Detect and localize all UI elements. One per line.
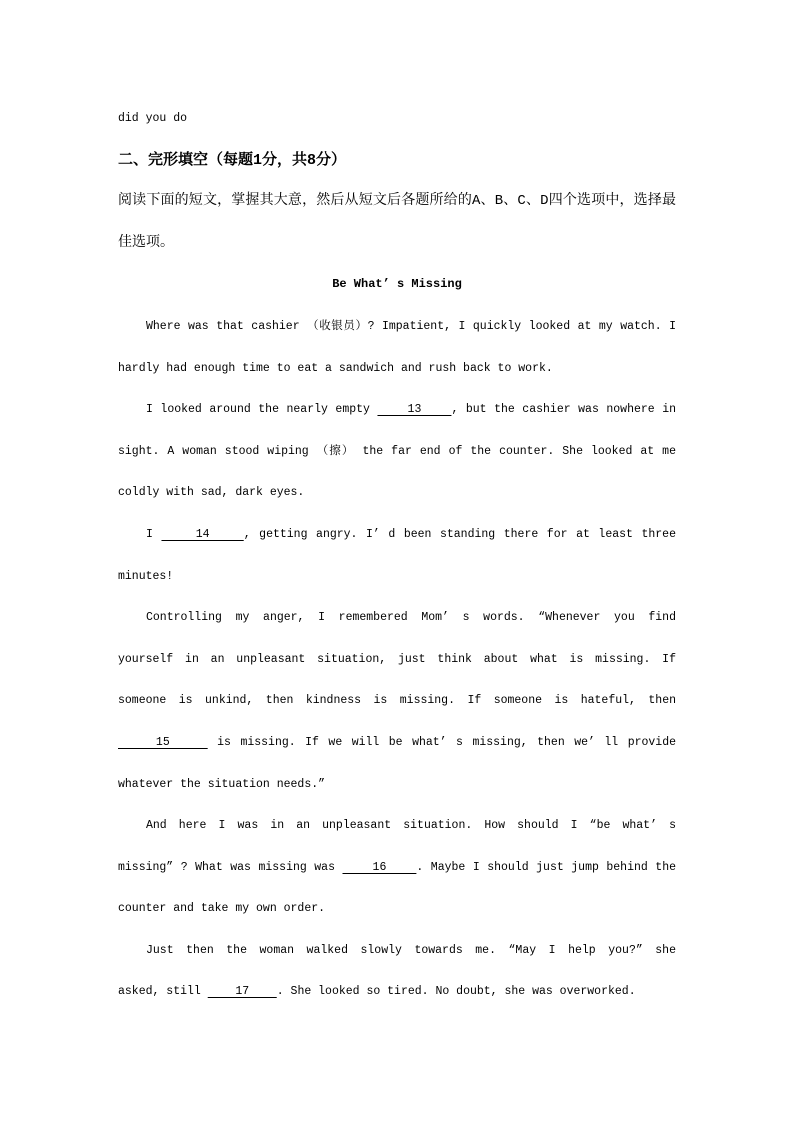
paragraph-4-line-2 [118, 639, 676, 681]
text-run: whatever the situation needs.” [118, 777, 326, 791]
paragraph-2 [118, 389, 676, 514]
blank-17: 17 [207, 985, 277, 999]
section-heading-line-1 [118, 140, 676, 182]
paragraph-4-line-1 [118, 597, 676, 639]
text-run: missing” ? What was missing was [118, 860, 343, 874]
paragraph-6-line-1 [118, 930, 676, 972]
paragraph-2-line-1 [118, 389, 676, 431]
text-run: , getting angry. I’ d been standing there for at least three [243, 527, 676, 541]
paragraph-3-line-2 [118, 556, 676, 598]
text-run: Be What’ s Missing [332, 277, 462, 292]
text-run: . Maybe I should just jump behind the [416, 860, 676, 874]
paragraph-3 [118, 514, 676, 597]
instructions [118, 181, 676, 264]
text-run: hardly had enough time to eat a sandwich and rush back to work. [118, 361, 553, 375]
text-run: Where was that cashier （收银员）? Impatient, I quickly looked at my watch. I [146, 319, 676, 333]
text-run: did you do [118, 112, 188, 125]
instructions-line-1 [118, 181, 676, 223]
paragraph-4-line-5 [118, 764, 676, 806]
paragraph-5 [118, 805, 676, 930]
paragraph-4 [118, 597, 676, 805]
paragraph-5-line-3 [118, 888, 676, 930]
paragraph-1 [118, 306, 676, 389]
text-run: yourself in an unpleasant situation, just think about what is missing. If [118, 652, 676, 666]
leading-text [118, 98, 676, 140]
text-run: asked, still [118, 985, 208, 999]
text-run: someone is unkind, then kindness is missing. If someone is hateful, then [118, 694, 676, 708]
section-heading [118, 140, 676, 182]
paragraph-3-line-1 [118, 514, 676, 556]
leading-text-line-1 [118, 98, 676, 140]
text-run: And here I was in an unpleasant situation. How should I “be what’ s [146, 819, 676, 833]
paragraph-1-line-2 [118, 348, 676, 390]
text-run: , but the cashier was nowhere in [451, 403, 676, 417]
text-run: is missing. If we will be what’ s missing, then we’ ll provide [207, 735, 676, 749]
blank-14: 14 [161, 527, 244, 541]
instructions-line-2 [118, 223, 676, 265]
blank-13: 13 [377, 403, 452, 417]
text-run: Controlling my anger, I remembered Mom’ s words. “Whenever you find [146, 611, 676, 625]
text-run: . She looked so tired. No doubt, she was overworked. [276, 985, 636, 999]
text-run: I [146, 527, 162, 541]
paragraph-4-line-4 [118, 722, 676, 764]
passage-title-line-1 [118, 264, 676, 306]
text-run: 二、完形填空（每题1分，共8分） [118, 151, 347, 169]
blank-15: 15 [118, 735, 208, 749]
paragraph-6-line-2 [118, 971, 676, 1013]
text-run: Just then the woman walked slowly towards me. “May I help you?” she [146, 943, 676, 957]
text-run: 阅读下面的短文，掌握其大意，然后从短文后各题所给的A、B、C、D四个选项中，选择最 [118, 193, 676, 210]
passage-title [118, 264, 676, 306]
text-run: counter and take my own order. [118, 902, 326, 916]
paragraph-6 [118, 930, 676, 1013]
text-run: sight. A woman stood wiping （擦） the far end of the counter. She looked at me [118, 444, 676, 458]
paragraph-5-line-2 [118, 847, 676, 889]
paragraph-4-line-3 [118, 680, 676, 722]
paragraph-1-line-1 [118, 306, 676, 348]
text-run: 佳选项。 [118, 234, 174, 251]
text-run: coldly with sad, dark eyes. [118, 486, 305, 500]
text-run: minutes! [118, 569, 174, 583]
paragraph-5-line-1 [118, 805, 676, 847]
paragraph-2-line-2 [118, 431, 676, 473]
paragraph-2-line-3 [118, 472, 676, 514]
text-run: I looked around the nearly empty [146, 403, 378, 417]
blank-16: 16 [342, 860, 417, 874]
